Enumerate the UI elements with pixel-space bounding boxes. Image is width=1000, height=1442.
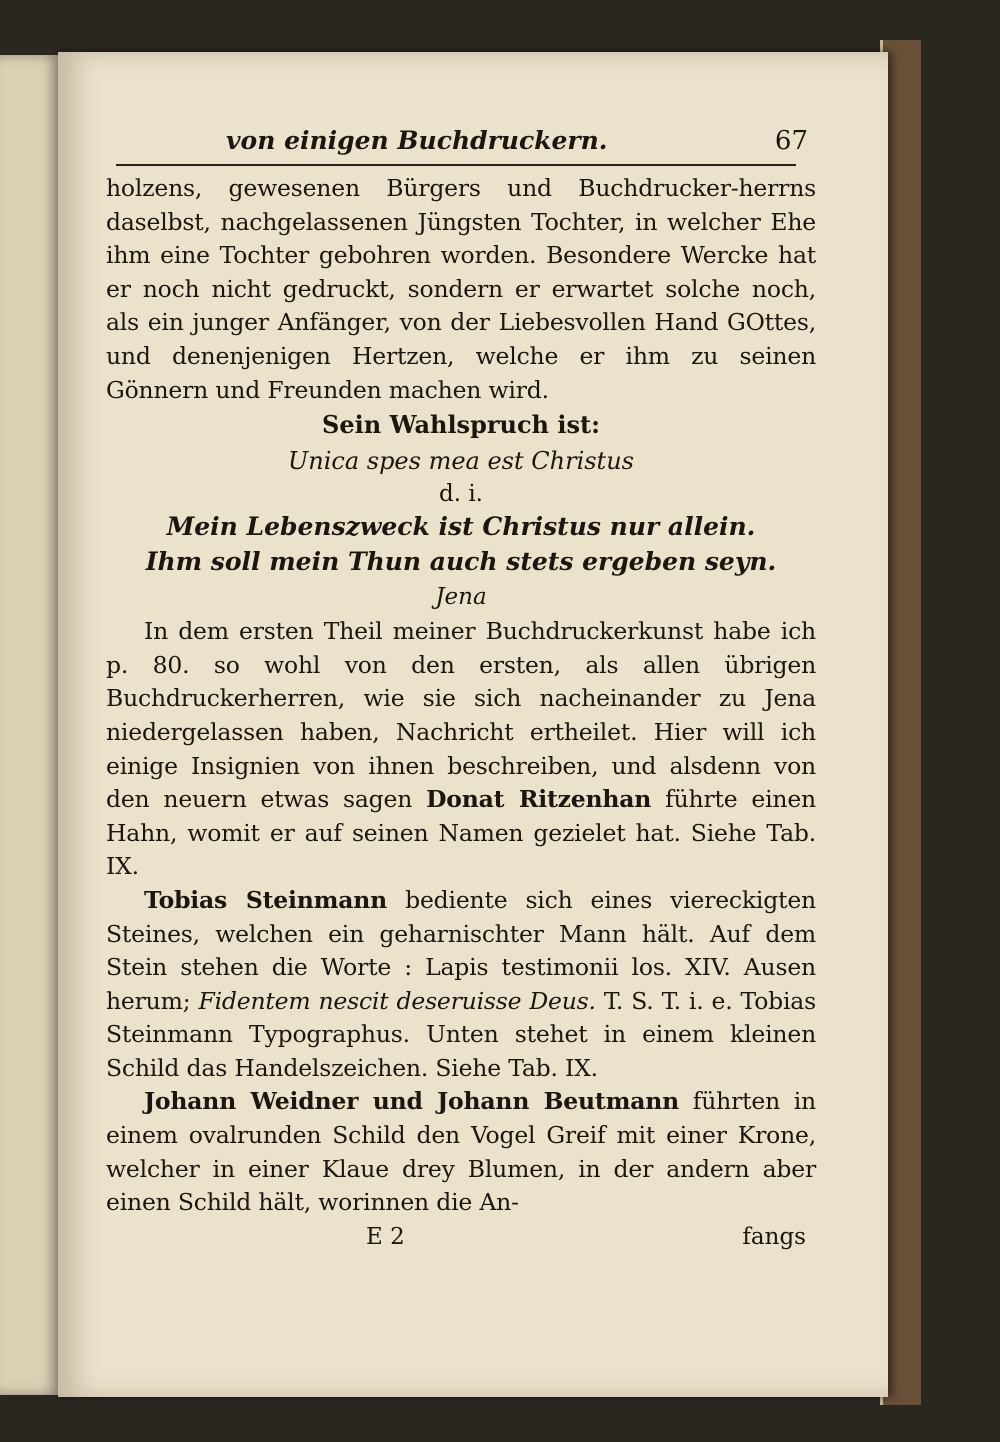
paragraph-3	[106, 884, 816, 1086]
paragraph-3-latin: Fidentem nescit deseruisse Deus.	[198, 986, 596, 1015]
motto-verse-2: Ihm soll mein Thun auch stets ergeben seyn.	[145, 547, 777, 577]
motto-latin: Unica spes mea est Christus	[288, 447, 634, 476]
page-number: 67	[774, 126, 808, 156]
page-content	[106, 126, 816, 1254]
motto-title: Sein Wahlspruch ist:	[322, 410, 600, 440]
book-page	[58, 52, 888, 1397]
left-page-edge	[0, 55, 60, 1395]
running-header	[106, 126, 816, 156]
paragraph-1: holzens, gewesenen Bürgers und Buchdrucker-herrns daselbst, nachgelassenen Jüngsten Tochter, in welcher Ehe ihm eine Tochter gebohren worden. Besondere Wercke hat er noch nicht gedruckt, sondern er erwartet solche noch, als ein junger Anfänger, von der Liebesvollen Hand GOttes, und denenjenigen Hertzen, welche er ihm zu seinen Gönnern und Freunden machen wird.	[106, 174, 816, 404]
jena-heading: Jena	[435, 584, 487, 611]
person-donat-ritzenhan: Donat Ritzenhan	[426, 785, 652, 814]
person-weidner-beutmann: Johann Weidner und Johann Beutmann	[144, 1087, 680, 1116]
page-footer	[106, 1220, 816, 1254]
paragraph-3-text: bediente sich eines vіereckigten Steines, welchen ein geharnischter Mann hält. Auf dem Stein stehen die Worte : Lapis testimonii los. XIV. Ausen herum;	[106, 885, 816, 1015]
catchword: fangs	[742, 1223, 806, 1250]
paragraph-2-text: In dem ersten Theil meiner Buchdruckerkunst habe ich p. 80. so wohl von den ersten, als allen übrigen Buchdruckerherren, wie sie sich nacheinander zu Jena niedergelassen haben, Nachricht ertheilet. Hier will ich einige Insignien von ihnen beschreiben, und alsdenn von den neuern etwas sagen	[106, 617, 816, 814]
signature-mark: E 2	[366, 1223, 405, 1250]
motto-di: d. i.	[438, 481, 483, 508]
header-rule	[116, 164, 796, 166]
running-title: von einigen Buchdruckern.	[226, 126, 608, 155]
paragraph-2	[106, 615, 816, 884]
person-tobias-steinmann: Tobias Steinmann	[144, 885, 388, 914]
paragraph-4-text: führten in einem ovalrunden Schild den Vogel Greif mit einer Krone, welcher in einer Klaue drey Blumen, in der andern aber einen Schild hält, worinnen die An-	[106, 1087, 816, 1217]
paragraph-4	[106, 1085, 816, 1219]
paragraph-2-rest: führte einen Hahn, womit er auf seinen Namen gezielet hat. Siehe Tab. IX.	[106, 785, 816, 881]
paragraph-3-rest: T. S. T. i. e. Tobias Steinmann Typographus. Unten stehet in einem kleinen Schild das Handelszeichen. Siehe Tab. IX.	[106, 986, 816, 1082]
motto-verse-1: Mein Lebenszweck ist Christus nur allein.	[166, 512, 756, 542]
